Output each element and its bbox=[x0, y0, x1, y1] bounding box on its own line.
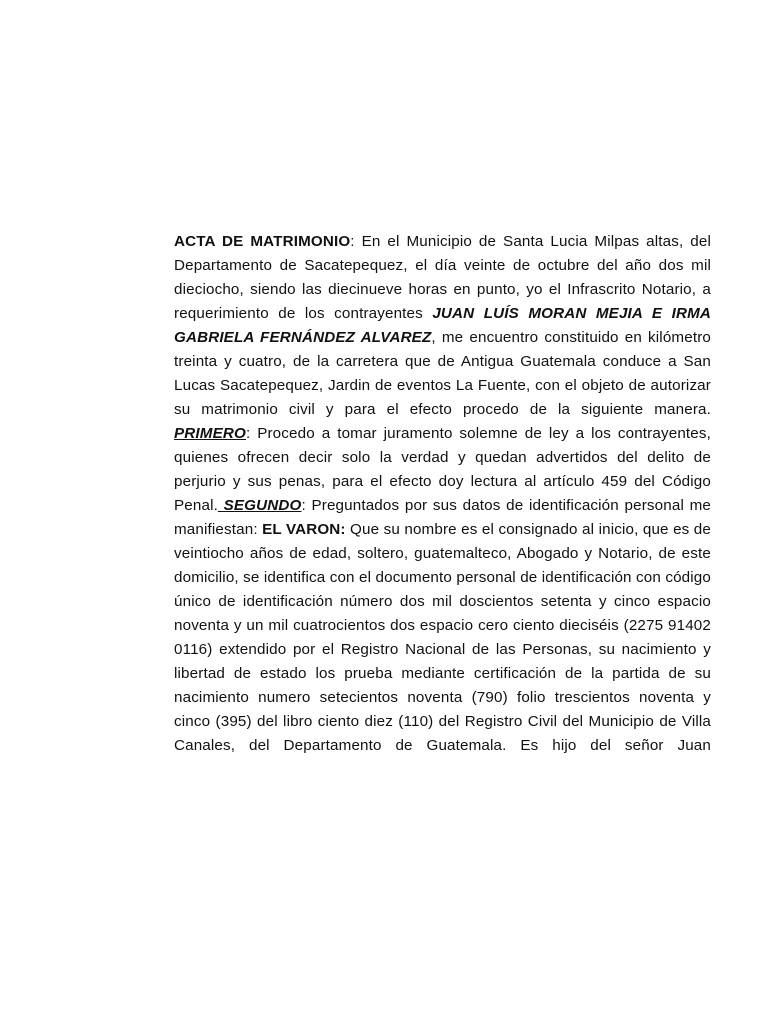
document-title: ACTA DE MATRIMONIO bbox=[174, 233, 351, 250]
couple-names: JUAN LUÍS MORAN MEJIA E IRMA GABRIELA FERNÁNDEZ ALVAREZ bbox=[174, 305, 711, 346]
varon-label: EL VARON: bbox=[262, 521, 346, 538]
segundo-text: : Preguntados por sus datos de identificación personal me manifiestan: bbox=[174, 497, 711, 538]
intro-text: : En el Municipio de Santa Lucia Milpas altas, del Departamento de Sacatepequez, el día veinte de octubre del año dos mil dieciocho, siendo las diecinueve horas en punto, yo el Infrascrito Notario, a requerimiento de los contrayentes bbox=[174, 233, 712, 322]
primero-label: PRIMERO bbox=[174, 425, 246, 442]
primero-text: : Procedo a tomar juramento solemne de ley a los contrayentes, quienes ofrecen decir solo la verdad y quedan advertidos del delito de perjurio y sus penas, para el efecto doy lectura al artículo 459 del Código Penal. bbox=[174, 425, 711, 514]
location-text: , me encuentro constituido en kilómetro treinta y cuatro, de la carretera que de Antigua Guatemala conduce a San Lucas Sacatepequez, Jardin de eventos La Fuente, con el objeto de autorizar su matrimonio civil y para el efecto procedo de la siguiente manera. bbox=[174, 329, 711, 418]
segundo-label: SEGUNDO bbox=[217, 497, 302, 514]
varon-text: Que su nombre es el consignado al inicio, que es de veintiocho años de edad, soltero, guatemalteco, Abogado y Notario, de este domicilio, se identifica con el documento personal de identificación con código único de identificación número dos mil doscientos setenta y cinco espacio noventa y un mil cuatrocientos dos espacio cero ciento dieciséis (2275 91402 0116) extendido por el Registro Nacional de las Personas, su nacimiento y libertad de estado los prueba mediante certificación de la partida de su nacimiento numero setecientos noventa (790) folio trescientos noventa y cinco (395) del libro ciento diez (110) del Registro Civil del Municipio de Villa Canales, del Departamento de Guatemala. Es hijo del señor Juan bbox=[174, 521, 712, 754]
marriage-act-paragraph bbox=[174, 230, 711, 758]
